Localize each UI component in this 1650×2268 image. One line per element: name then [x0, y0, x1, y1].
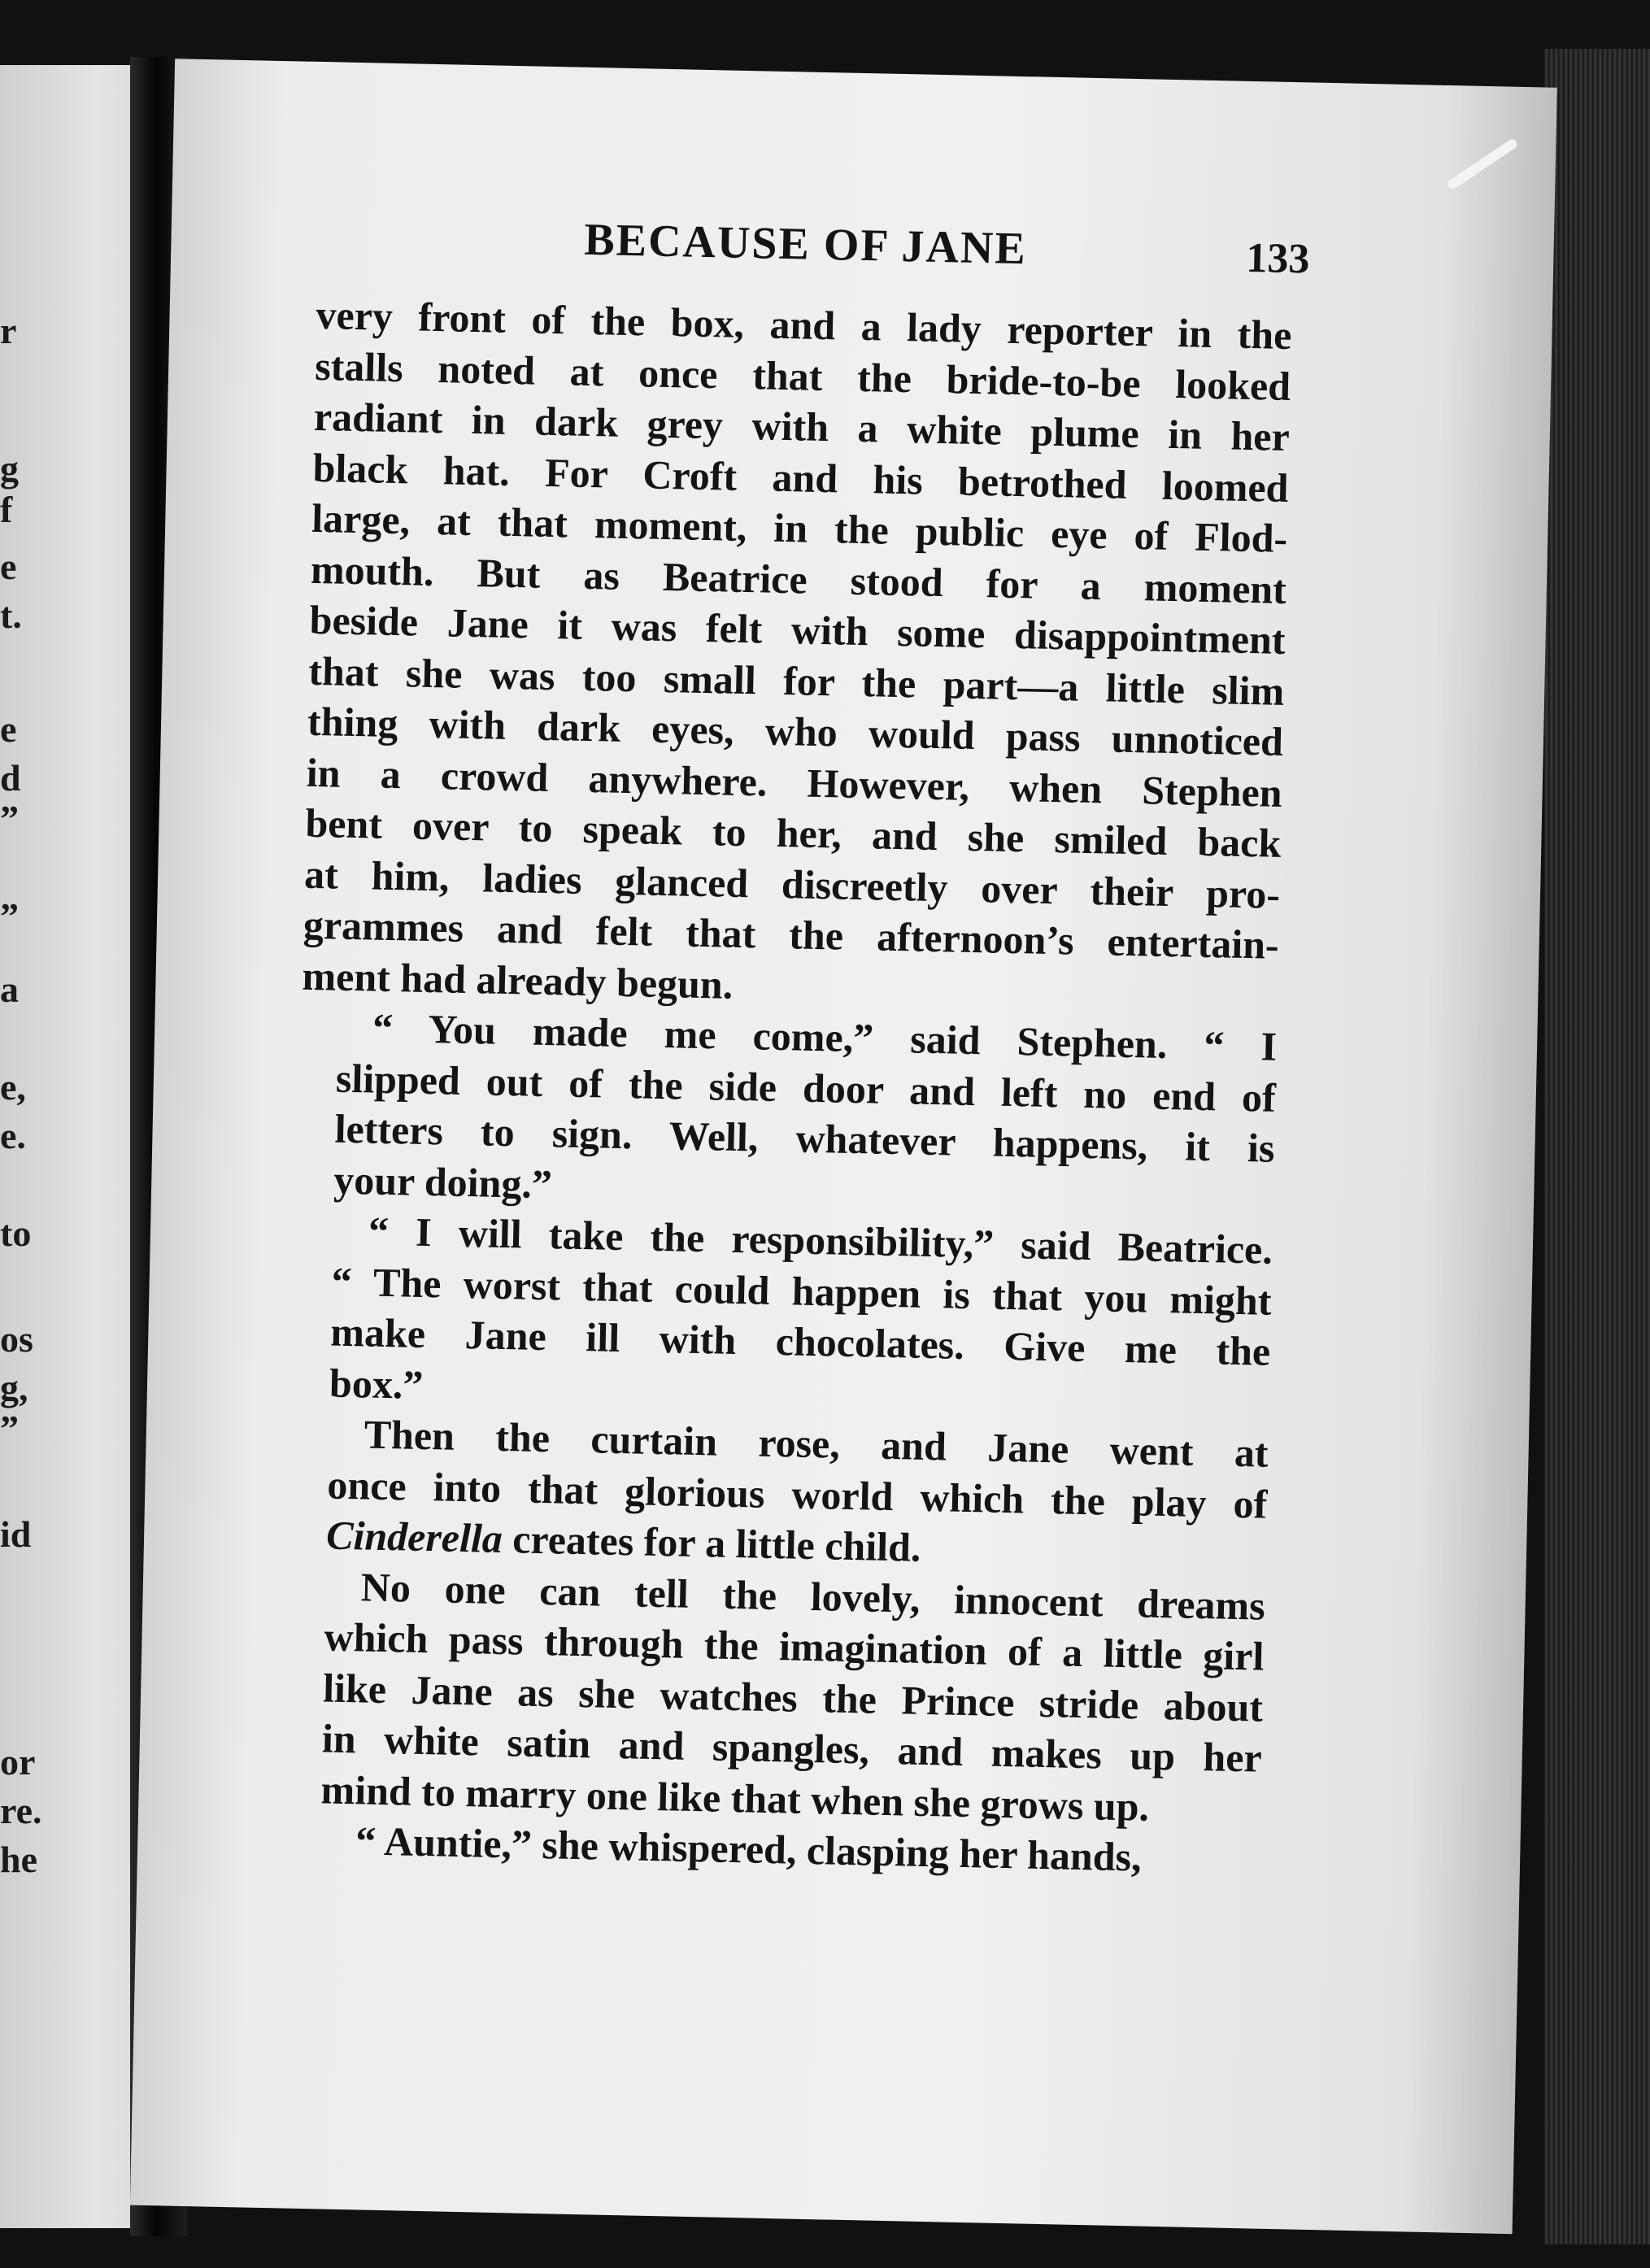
text-line: large, at that moment, in the public eye of Flod-	[311, 494, 1288, 561]
page-number: 133	[1245, 234, 1310, 283]
text-line: “ You made me come,” said Stephen. “ I	[372, 1004, 1278, 1069]
text-line: stalls noted at once that the bride-to-be looked	[314, 342, 1291, 409]
text-line: beside Jane it was felt with some disappointment	[309, 596, 1286, 663]
paragraph	[285, 1560, 1265, 1835]
text-line: box.”	[329, 1360, 424, 1408]
left-page-fragment: os	[0, 1318, 33, 1360]
text-line: “ I will take the responsibility,” said Beatrice.	[368, 1208, 1273, 1273]
text-line: mouth. But as Beatrice stood for a moment	[310, 546, 1287, 612]
paragraph	[302, 289, 1292, 1021]
text-line: your doing.”	[333, 1156, 553, 1207]
left-page-fragment: e	[0, 708, 17, 750]
text-line: in white satin and spangles, and makes up her	[321, 1715, 1263, 1781]
page-content	[284, 208, 1310, 1885]
page-corner-mark	[1446, 137, 1519, 191]
text-line: grammes and felt that the afternoon’s entertain-	[303, 901, 1280, 968]
text-line: in a crowd anywhere. However, when Stephen	[306, 749, 1283, 816]
text-line: once into that glorious world which the play of	[326, 1461, 1268, 1527]
text-line: “ Auntie,” she whispered, clasping her hands,	[355, 1817, 1143, 1880]
left-page-fragment: e	[0, 546, 17, 587]
text-line: at him, ladies glanced discreetly over their pro-	[303, 851, 1281, 917]
paragraph	[293, 1204, 1273, 1428]
text-line: thing with dark eyes, who would pass unnoticed	[307, 698, 1284, 764]
text-line: No one can tell the lovely, innocent dreams	[360, 1563, 1266, 1629]
left-page-fragment: id	[0, 1513, 32, 1555]
text-line: slipped out of the side door and left no end of	[335, 1055, 1277, 1121]
left-page-fragment: ”	[0, 895, 19, 937]
text-line: that she was too small for the part—a little slim	[307, 647, 1285, 714]
left-page-fragment: g,	[0, 1367, 28, 1408]
page-header	[317, 208, 1310, 294]
left-page-fragment: r	[0, 310, 17, 351]
body-text	[284, 289, 1292, 1885]
text-line: bent over to speak to her, and she smiled back	[304, 799, 1282, 866]
text-line: black hat. For Croft and his betrothed loomed	[312, 444, 1290, 511]
book-page	[130, 59, 1557, 2234]
text-line: letters to sign. Well, whatever happens, it is	[334, 1105, 1276, 1171]
text-line: “ The worst that could happen is that you might	[331, 1258, 1273, 1324]
text-line: very front of the box, and a lady reporter in the	[316, 291, 1292, 359]
left-page-fragment: he	[0, 1839, 37, 1880]
left-page-fragment: e.	[0, 1115, 26, 1156]
left-page-fragment: or	[0, 1741, 36, 1783]
text-line: Then the curtain rose, and Jane went at	[364, 1411, 1269, 1476]
text-line: like Jane as she watches the Prince stride about	[322, 1664, 1264, 1730]
text-line: which pass through the imagination of a little girl	[324, 1613, 1265, 1679]
left-page-fragment: t.	[0, 594, 22, 636]
left-page-fragment: d	[0, 757, 21, 799]
text-line: radiant in dark grey with a white plume in her	[313, 393, 1291, 459]
page-edges	[1544, 49, 1650, 2244]
left-page-fragment: ”	[0, 798, 19, 839]
left-page-fragment: f	[0, 489, 13, 530]
left-page-fragment: ”	[0, 1408, 19, 1449]
running-title: BECAUSE OF JANE	[583, 214, 1028, 275]
paragraph	[298, 1001, 1278, 1225]
paragraph	[290, 1408, 1269, 1581]
left-page-fragment: to	[0, 1212, 32, 1254]
left-page-fragment: e,	[0, 1066, 26, 1108]
left-page-fragment: g	[0, 448, 19, 490]
text-line: Cinderella creates for a little child.	[325, 1512, 922, 1570]
text-line: ment had already begun.	[302, 952, 734, 1008]
text-line: make Jane ill with chocolates. Give me the	[329, 1308, 1271, 1374]
left-page-fragment: re.	[0, 1790, 42, 1831]
text-line: mind to marry one like that when she grows up.	[320, 1765, 1150, 1830]
left-page-fragment: a	[0, 969, 19, 1010]
